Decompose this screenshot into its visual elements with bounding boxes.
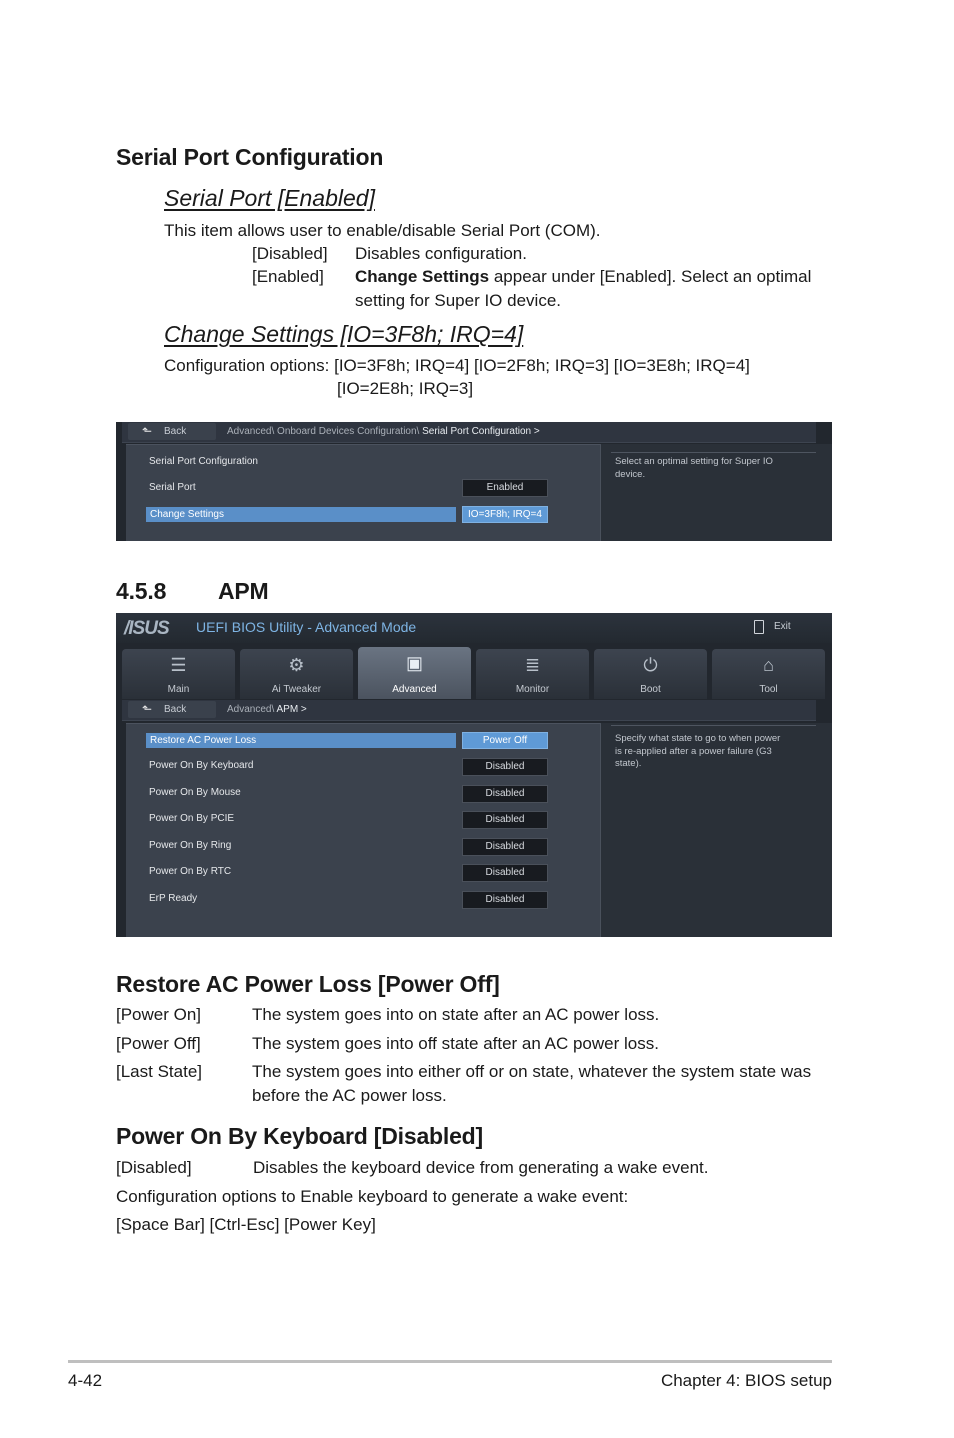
serial-port-config-heading: Serial Port Configuration (116, 144, 384, 170)
power-on-pcie-value[interactable]: Disabled (462, 811, 548, 829)
change-settings-bold: Change Settings (355, 267, 490, 286)
serial-port-description: This item allows user to enable/disable Serial Port (COM). (164, 221, 601, 240)
apm-section-number: 4.5.8 (116, 578, 167, 604)
serial-port-value[interactable]: Enabled (462, 479, 548, 497)
erp-ready-label[interactable]: ErP Ready (149, 893, 198, 904)
footer-divider (68, 1360, 832, 1363)
bios-serial-port-screenshot (116, 422, 832, 541)
breadcrumb-parent[interactable]: Advanced\ Onboard Devices Configuration\ (227, 426, 423, 437)
last-state-option-desc-line2: before the AC power loss. (252, 1086, 447, 1105)
power-off-option-label: [Power Off] (116, 1034, 201, 1053)
list-icon: ☰ (170, 655, 187, 675)
exit-icon (754, 620, 764, 634)
change-settings-options: Configuration options: [IO=3F8h; IRQ=4] [IO=2F8h; IRQ=3] [IO=3E8h; IRQ=4] (164, 356, 750, 375)
help-panel (600, 723, 832, 937)
change-settings-value[interactable]: IO=3F8h; IRQ=4 (462, 506, 548, 523)
power-on-rtc-label[interactable]: Power On By RTC (149, 866, 232, 877)
change-settings-label: Change Settings (150, 509, 224, 520)
keyboard-config-options: [Space Bar] [Ctrl-Esc] [Power Key] (116, 1215, 376, 1234)
serial-port-label[interactable]: Serial Port (149, 482, 196, 493)
help-text: Select an optimal setting for Super IO device. (615, 456, 773, 480)
tab-advanced[interactable] (358, 647, 471, 699)
back-label: Back (164, 426, 187, 437)
tab-boot[interactable] (594, 649, 707, 699)
page-number: 4-42 (68, 1371, 103, 1390)
tab-label: Advanced (392, 684, 437, 695)
asus-logo: /ISUS (124, 618, 169, 639)
tab-label: Boot (640, 684, 661, 695)
main-tabs (120, 647, 828, 699)
tab-tool[interactable] (712, 649, 825, 699)
serial-port-item-title: Serial Port [Enabled] (164, 185, 375, 211)
tab-ai-tweaker[interactable] (240, 649, 353, 699)
erp-ready-value[interactable]: Disabled (462, 891, 548, 909)
power-on-keyboard-label[interactable]: Power On By Keyboard (149, 760, 254, 771)
power-on-mouse-value[interactable]: Disabled (462, 785, 548, 803)
breadcrumb-parent[interactable]: Advanced\ (227, 704, 277, 715)
power-on-ring-value[interactable]: Disabled (462, 838, 548, 856)
settings-panel (126, 444, 600, 541)
advanced-icon: ▣ (405, 653, 423, 673)
restore-ac-heading: Restore AC Power Loss [Power Off] (116, 971, 500, 997)
help-divider (611, 725, 816, 726)
tab-label: Tool (759, 684, 778, 695)
power-on-keyboard-value[interactable]: Disabled (462, 758, 548, 776)
tab-main[interactable] (122, 649, 235, 699)
chapter-title: Chapter 4: BIOS setup (660, 1371, 832, 1390)
power-on-mouse-label[interactable]: Power On By Mouse (149, 787, 241, 798)
tab-label: Main (167, 684, 190, 695)
back-button[interactable] (128, 701, 216, 718)
section-label: Serial Port Configuration (149, 456, 258, 467)
breadcrumb-current: Serial Port Configuration > (422, 426, 540, 437)
tab-label: Monitor (515, 684, 550, 695)
settings-panel (126, 723, 600, 937)
back-arrow-icon: ⬑ (142, 702, 153, 716)
restore-ac-power-loss-label: Restore AC Power Loss (150, 735, 257, 746)
keyboard-heading: Power On By Keyboard [Disabled] (116, 1123, 483, 1149)
power-on-ring-label[interactable]: Power On By Ring (149, 840, 232, 851)
restore-ac-power-loss-value[interactable]: Power Off (462, 732, 548, 749)
tab-label: Ai Tweaker (271, 684, 322, 695)
power-on-option-desc: The system goes into on state after an AC power loss. (252, 1005, 660, 1024)
apm-section-title: APM (218, 578, 269, 604)
monitor-icon: ≣ (524, 655, 541, 675)
power-on-rtc-value[interactable]: Disabled (462, 864, 548, 882)
back-arrow-icon: ⬑ (142, 424, 153, 438)
exit-button[interactable] (750, 618, 822, 636)
help-text: Specify what state to go to when power is re-applied after a power failure (G3 state). (615, 733, 781, 769)
breadcrumb (122, 422, 816, 443)
power-on-option-label: [Power On] (116, 1005, 202, 1024)
help-panel (600, 444, 832, 541)
option-enabled-desc-line2: setting for Super IO device. (355, 291, 561, 310)
power-off-option-desc: The system goes into off state after an AC power loss. (252, 1034, 659, 1053)
app-title: UEFI BIOS Utility - Advanced Mode (196, 619, 417, 635)
back-label: Back (164, 704, 187, 715)
breadcrumb-path (227, 422, 540, 442)
last-state-option-desc: The system goes into either off or on state, whatever the system state was (252, 1062, 812, 1081)
power-on-pcie-label[interactable]: Power On By PCIE (149, 813, 235, 824)
tweaker-icon: ⚙ (288, 655, 305, 675)
breadcrumb-path (227, 700, 307, 720)
option-enabled-desc-text: appear under [Enabled]. Select an optimal (489, 267, 812, 286)
change-settings-row[interactable] (146, 507, 456, 522)
breadcrumb (122, 700, 816, 721)
change-settings-item-title: Change Settings [IO=3F8h; IRQ=4] (164, 321, 524, 347)
back-button[interactable] (128, 423, 216, 440)
keyboard-config-line: Configuration options to Enable keyboard to generate a wake event: (116, 1187, 629, 1206)
change-settings-options-line2: [IO=2E8h; IRQ=3] (337, 379, 474, 398)
option-disabled-desc: Disables configuration. (355, 244, 527, 263)
last-state-option-label: [Last State] (116, 1062, 202, 1081)
option-enabled-desc (355, 265, 811, 288)
option-enabled-label: [Enabled] (252, 267, 324, 286)
tool-icon: ⌂ (763, 655, 774, 675)
restore-ac-power-loss-row[interactable] (146, 733, 456, 748)
title-bar (116, 613, 832, 643)
exit-label: Exit (774, 621, 791, 632)
breadcrumb-current: APM > (276, 704, 307, 715)
keyboard-disabled-label: [Disabled] (116, 1158, 192, 1177)
keyboard-disabled-desc: Disables the keyboard device from generating a wake event. (253, 1158, 709, 1177)
tab-monitor[interactable] (476, 649, 589, 699)
option-disabled-label: [Disabled] (252, 244, 328, 263)
bios-apm-screenshot (116, 613, 832, 937)
power-icon: ⏻ (643, 655, 658, 675)
help-divider (611, 452, 816, 453)
